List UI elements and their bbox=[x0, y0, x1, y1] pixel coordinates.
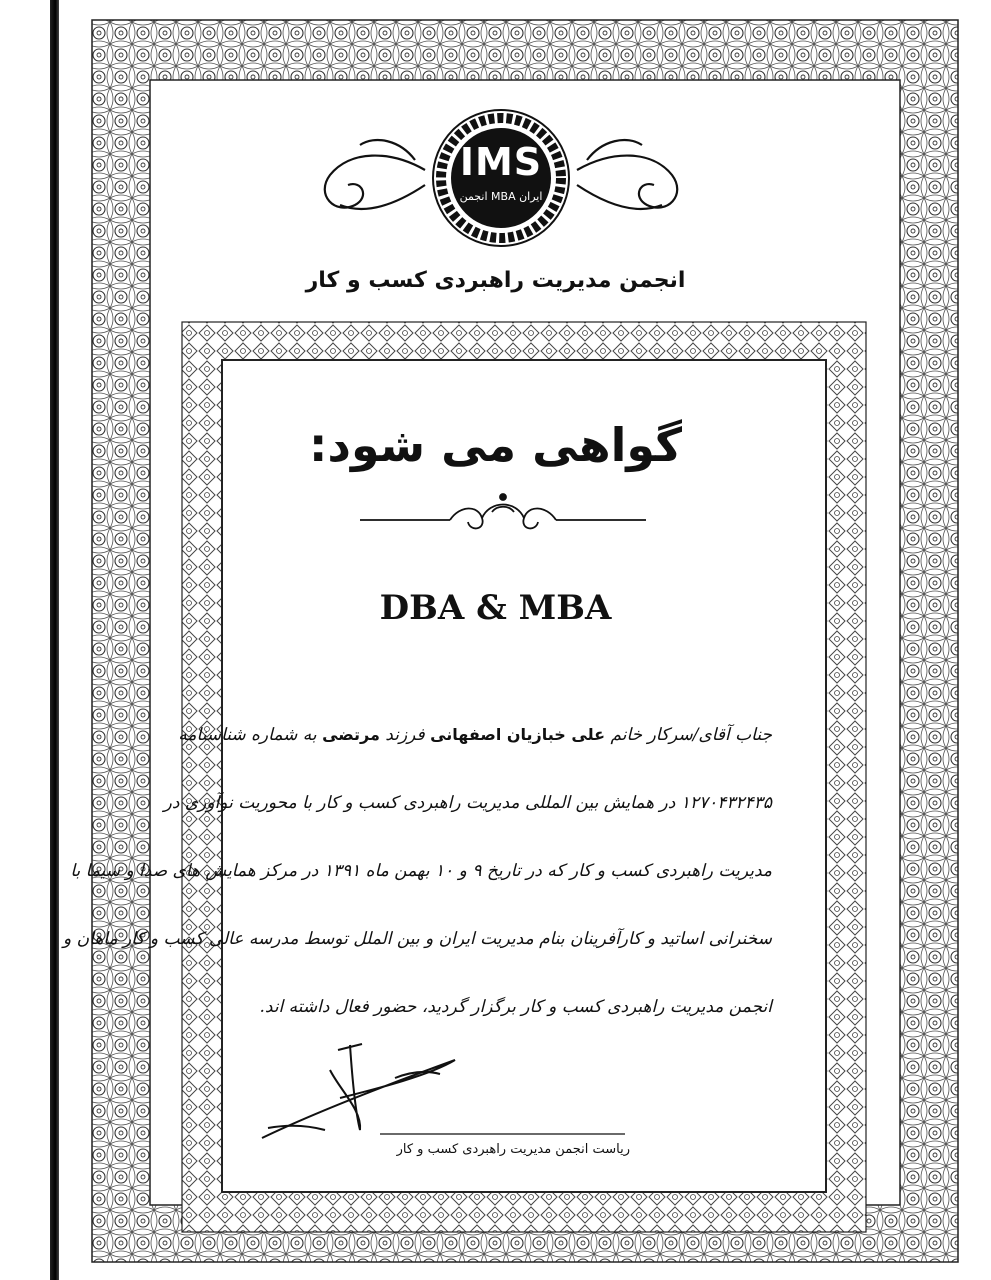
body-line-5: انجمن مدیریت راهبردی کسب و کار برگزار گردید، حضور فعال داشته اند. bbox=[259, 997, 772, 1017]
logo-subtitle: انجمن MBA ایران bbox=[459, 190, 543, 203]
father-name: مرتضی bbox=[322, 725, 380, 744]
signature-caption: ریاست انجمن مدیریت راهبردی کسب و کار bbox=[396, 1142, 630, 1157]
id-label: به شماره شناسنامه bbox=[178, 725, 317, 745]
body-line-2 bbox=[163, 786, 772, 854]
father-label: فرزند bbox=[385, 725, 425, 745]
logo-abbr: IMS bbox=[459, 140, 543, 184]
degree-title: DBA & MBA bbox=[379, 588, 612, 628]
certificate-title: گواهی می شود: bbox=[309, 418, 682, 472]
certificate-body bbox=[63, 718, 772, 1058]
body-line-1 bbox=[178, 718, 772, 786]
recipient-name: علی خبازیان اصفهانی bbox=[430, 725, 606, 744]
id-number: ۱۲۷۰۴۳۲۴۳۵ bbox=[680, 793, 772, 813]
organization-name: انجمن مدیریت راهبردی کسب و کار bbox=[305, 268, 686, 293]
body-line-3: مدیریت راهبردی کسب و کار که در تاریخ ۹ و ۱۰ بهمن ماه ۱۳۹۱ در مرکز همایش های صدا و سیما با bbox=[70, 861, 772, 881]
body-line-2-text: در همایش بین المللی مدیریت راهبردی کسب و کار با محوریت نوآوری در bbox=[163, 793, 676, 813]
body-prefix: جناب آقای/سرکار خانم bbox=[610, 725, 772, 745]
body-line-4: سخنرانی اساتید و کارآفرینان بنام مدیریت ایران و بین الملل توسط مدرسه عالی کسب و کار ماهان و bbox=[63, 929, 772, 949]
